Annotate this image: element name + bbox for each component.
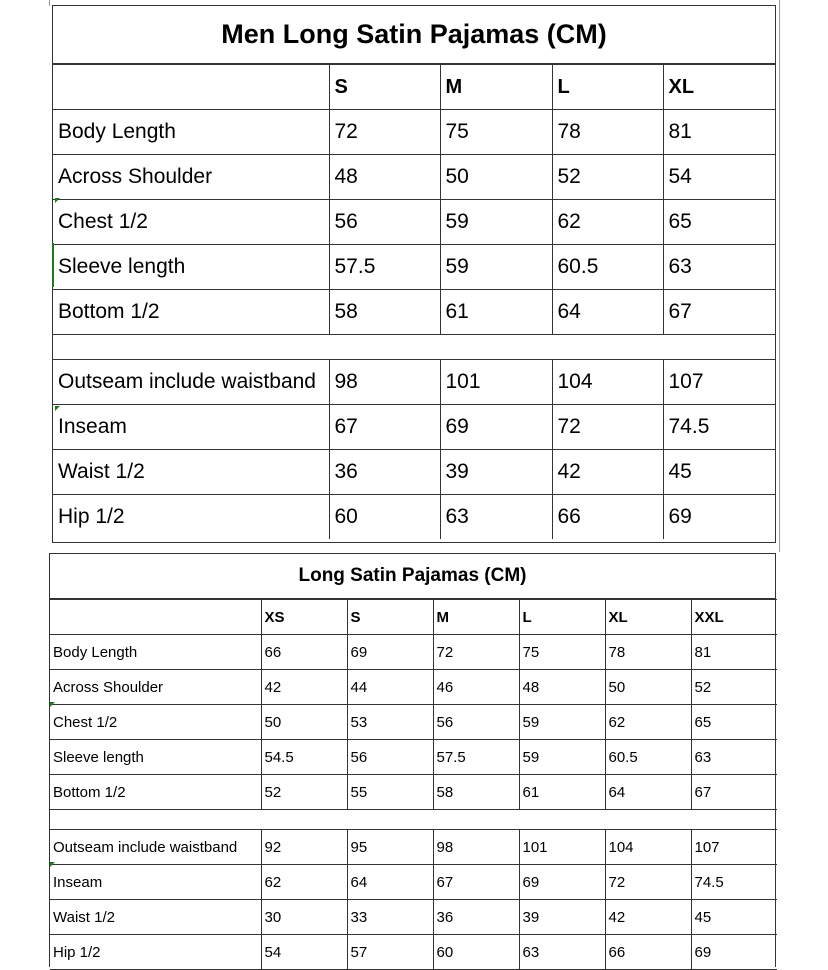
table-row — [50, 740, 777, 775]
men-size-table — [53, 64, 775, 539]
cell-value: 67 — [433, 865, 519, 900]
table-row — [50, 900, 777, 935]
cell-value: 59 — [519, 705, 605, 740]
table-row — [53, 110, 775, 155]
cell-value: 101 — [440, 360, 552, 405]
gridline — [779, 0, 780, 552]
cell-note-marker — [55, 406, 60, 411]
size-header: XXL — [691, 600, 777, 635]
cell-value: 50 — [440, 155, 552, 200]
cell-value: 66 — [261, 635, 347, 670]
size-header: S — [329, 65, 440, 110]
cell-value: 60 — [329, 495, 440, 540]
cell-value: 52 — [261, 775, 347, 810]
cell-value: 104 — [605, 830, 691, 865]
cell-value: 59 — [440, 245, 552, 290]
cell-value: 81 — [691, 635, 777, 670]
cell-value: 39 — [440, 450, 552, 495]
cell-value: 36 — [433, 900, 519, 935]
cell-value: 58 — [329, 290, 440, 335]
cell-value: 56 — [347, 740, 433, 775]
cell-value: 62 — [552, 200, 663, 245]
cell-value: 39 — [519, 900, 605, 935]
cell-value: 55 — [347, 775, 433, 810]
men-size-chart — [52, 5, 776, 543]
spacer-row — [53, 335, 775, 360]
cell-note-marker — [55, 198, 60, 203]
cell-value: 61 — [440, 290, 552, 335]
cell-value: 98 — [329, 360, 440, 405]
cell-value: 107 — [663, 360, 775, 405]
cell-value: 66 — [552, 495, 663, 540]
header-blank — [53, 65, 329, 110]
cell-value: 69 — [519, 865, 605, 900]
cell-value: 81 — [663, 110, 775, 155]
cell-note-marker — [50, 862, 55, 867]
cell-value: 42 — [261, 670, 347, 705]
cell-value: 50 — [605, 670, 691, 705]
table-row — [50, 670, 777, 705]
cell-value: 64 — [552, 290, 663, 335]
row-label: Across Shoulder — [53, 155, 329, 200]
cell-value: 60.5 — [605, 740, 691, 775]
cell-value: 104 — [552, 360, 663, 405]
table-row — [53, 450, 775, 495]
cell-value: 59 — [440, 200, 552, 245]
row-label: Inseam — [53, 405, 329, 450]
cell-value: 36 — [329, 450, 440, 495]
cell-value: 63 — [691, 740, 777, 775]
row-label: Waist 1/2 — [50, 900, 261, 935]
spacer-cell — [53, 335, 775, 360]
cell-value: 60.5 — [552, 245, 663, 290]
size-header: XL — [605, 600, 691, 635]
row-label: Bottom 1/2 — [50, 775, 261, 810]
table-row — [50, 865, 777, 900]
header-row — [53, 65, 775, 110]
cell-value: 64 — [605, 775, 691, 810]
cell-value: 67 — [329, 405, 440, 450]
size-header: XS — [261, 600, 347, 635]
cell-value: 107 — [691, 830, 777, 865]
cell-value: 60 — [433, 935, 519, 970]
cell-value: 72 — [329, 110, 440, 155]
size-header: S — [347, 600, 433, 635]
table-row — [53, 360, 775, 405]
cell-value: 92 — [261, 830, 347, 865]
cell-value: 54 — [663, 155, 775, 200]
cell-value: 42 — [605, 900, 691, 935]
cell-note-marker — [50, 702, 55, 707]
cell-selection-marker — [52, 243, 54, 287]
row-label: Bottom 1/2 — [53, 290, 329, 335]
size-header: M — [440, 65, 552, 110]
row-label: Body Length — [53, 110, 329, 155]
table-row — [50, 705, 777, 740]
size-header: L — [552, 65, 663, 110]
cell-value: 65 — [691, 705, 777, 740]
table-row — [50, 635, 777, 670]
cell-value: 56 — [433, 705, 519, 740]
cell-value: 63 — [440, 495, 552, 540]
size-header: M — [433, 600, 519, 635]
cell-value: 50 — [261, 705, 347, 740]
row-label: Outseam include waistband — [53, 360, 329, 405]
size-header: L — [519, 600, 605, 635]
row-label: Chest 1/2 — [50, 705, 261, 740]
table-row — [50, 775, 777, 810]
cell-value: 58 — [433, 775, 519, 810]
cell-value: 69 — [691, 935, 777, 970]
cell-value: 75 — [440, 110, 552, 155]
cell-value: 64 — [347, 865, 433, 900]
cell-value: 98 — [433, 830, 519, 865]
cell-value: 67 — [691, 775, 777, 810]
table-row — [53, 405, 775, 450]
row-label: Body Length — [50, 635, 261, 670]
cell-value: 53 — [347, 705, 433, 740]
row-label: Hip 1/2 — [53, 495, 329, 540]
table-row — [53, 495, 775, 540]
cell-value: 62 — [261, 865, 347, 900]
row-label: Sleeve length — [50, 740, 261, 775]
cell-value: 45 — [691, 900, 777, 935]
cell-value: 74.5 — [663, 405, 775, 450]
general-size-table — [50, 599, 777, 970]
cell-value: 57.5 — [329, 245, 440, 290]
cell-value: 61 — [519, 775, 605, 810]
cell-value: 69 — [347, 635, 433, 670]
table-row — [53, 200, 775, 245]
row-label: Sleeve length — [53, 245, 329, 290]
cell-value: 48 — [519, 670, 605, 705]
cell-value: 54.5 — [261, 740, 347, 775]
cell-value: 52 — [691, 670, 777, 705]
cell-value: 78 — [552, 110, 663, 155]
table-row — [53, 245, 775, 290]
header-blank — [50, 600, 261, 635]
men-chart-title: Men Long Satin Pajamas (CM) — [53, 6, 775, 64]
row-label: Across Shoulder — [50, 670, 261, 705]
table-row — [53, 155, 775, 200]
spacer-cell — [50, 810, 777, 830]
size-header: XL — [663, 65, 775, 110]
cell-value: 72 — [433, 635, 519, 670]
cell-value: 65 — [663, 200, 775, 245]
cell-value: 95 — [347, 830, 433, 865]
row-label: Outseam include waistband — [50, 830, 261, 865]
cell-value: 75 — [519, 635, 605, 670]
row-label: Waist 1/2 — [53, 450, 329, 495]
row-label: Inseam — [50, 865, 261, 900]
cell-value: 48 — [329, 155, 440, 200]
cell-value: 30 — [261, 900, 347, 935]
row-label: Hip 1/2 — [50, 935, 261, 970]
cell-value: 69 — [440, 405, 552, 450]
cell-value: 72 — [552, 405, 663, 450]
gridline — [49, 0, 50, 6]
cell-value: 46 — [433, 670, 519, 705]
cell-value: 57 — [347, 935, 433, 970]
cell-value: 63 — [519, 935, 605, 970]
cell-value: 42 — [552, 450, 663, 495]
spacer-row — [50, 810, 777, 830]
general-size-chart — [49, 553, 776, 967]
cell-value: 101 — [519, 830, 605, 865]
cell-value: 66 — [605, 935, 691, 970]
general-chart-title: Long Satin Pajamas (CM) — [50, 554, 775, 599]
table-row — [50, 935, 777, 970]
cell-value: 67 — [663, 290, 775, 335]
table-row — [53, 290, 775, 335]
table-row — [50, 830, 777, 865]
cell-value: 74.5 — [691, 865, 777, 900]
cell-value: 45 — [663, 450, 775, 495]
header-row — [50, 600, 777, 635]
row-label: Chest 1/2 — [53, 200, 329, 245]
cell-value: 62 — [605, 705, 691, 740]
cell-value: 33 — [347, 900, 433, 935]
cell-value: 54 — [261, 935, 347, 970]
cell-value: 44 — [347, 670, 433, 705]
cell-value: 69 — [663, 495, 775, 540]
cell-value: 52 — [552, 155, 663, 200]
cell-value: 59 — [519, 740, 605, 775]
cell-value: 57.5 — [433, 740, 519, 775]
cell-value: 72 — [605, 865, 691, 900]
cell-value: 78 — [605, 635, 691, 670]
cell-value: 63 — [663, 245, 775, 290]
cell-value: 56 — [329, 200, 440, 245]
